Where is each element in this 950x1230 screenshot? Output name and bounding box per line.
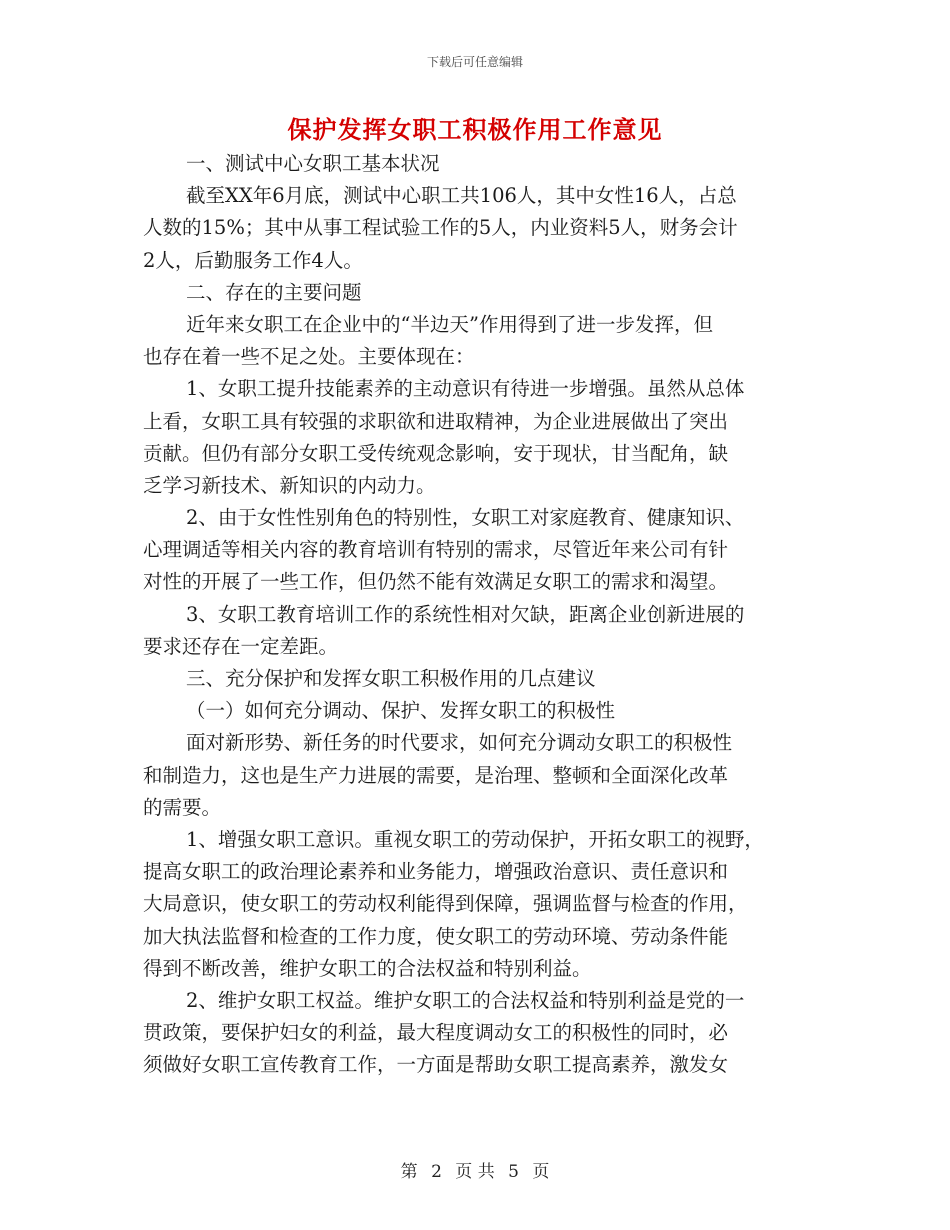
body-text-line: 贡献。但仍有部分女职工受传统观念影响，安于现状，甘当配角，缺 xyxy=(143,441,729,465)
body-text-line: 加大执法监督和检查的工作力度，使女职工的劳动环境、劳动条件能 xyxy=(143,924,729,948)
body-text-line: 截至XX年6月底，测试中心职工共106人，其中女性16人，占总 xyxy=(186,184,737,208)
body-text-line: 2、由于女性性别角色的特别性，女职工对家庭教育、健康知识、 xyxy=(186,506,745,530)
body-text-line: 1、增强女职工意识。重视女职工的劳动保护，开拓女职工的视野， xyxy=(186,827,764,851)
header-note: 下载后可任意编辑 xyxy=(426,55,523,69)
body-text-line: 二、存在的主要问题 xyxy=(186,280,362,304)
body-text-line: 1、女职工提升技能素养的主动意识有待进一步增强。虽然从总体 xyxy=(186,377,745,401)
document-title: 保护发挥女职工积极作用工作意见 xyxy=(287,115,663,144)
total-page-number: 5 xyxy=(508,1162,519,1182)
body-text-line: 人数的15%；其中从事工程试验工作的5人，内业资料5人，财务会计 xyxy=(143,216,738,240)
footer-prefix: 第 xyxy=(400,1162,418,1182)
body-text-line: 得到不断改善，维护女职工的合法权益和特别利益。 xyxy=(143,956,592,980)
body-text-line: 贯政策，要保护妇女的利益，最大程度调动女工的积极性的同时，必 xyxy=(143,1021,729,1045)
body-text-line: 的需要。 xyxy=(143,795,222,819)
body-text-line: 须做好女职工宣传教育工作，一方面是帮助女职工提高素养，激发女 xyxy=(143,1053,729,1077)
body-text-line: 一、测试中心女职工基本状况 xyxy=(186,152,440,175)
footer-suffix: 页 xyxy=(532,1162,550,1182)
body-text-line: 乏学习新技术、新知识的内动力。 xyxy=(143,473,436,497)
body-text-line: 提高女职工的政治理论素养和业务能力，增强政治意识、责任意识和 xyxy=(143,860,729,884)
body-text-line: 2人，后勤服务工作4人。 xyxy=(143,248,363,272)
body-text-line: 对性的开展了一些工作，但仍然不能有效满足女职工的需求和渴望。 xyxy=(143,570,729,594)
body-text-line: 也存在着一些不足之处。主要体现在： xyxy=(143,345,475,369)
body-text-line: 大局意识，使女职工的劳动权利能得到保障，强调监督与检查的作用， xyxy=(143,892,748,916)
body-text-line: 三、充分保护和发挥女职工积极作用的几点建议 xyxy=(186,667,596,690)
body-text-line: 2、维护女职工权益。维护女职工的合法权益和特别利益是党的一 xyxy=(186,988,745,1012)
body-text-line: 心理调适等相关内容的教育培训有特别的需求，尽管近年来公司有针 xyxy=(143,538,729,562)
body-text-line: 和制造力，这也是生产力进展的需要，是治理、整顿和全面深化改革 xyxy=(143,763,729,787)
body-text-line: 面对新形势、新任务的时代要求，如何充分调动女职工的积极性 xyxy=(186,731,733,755)
page-footer xyxy=(0,1157,950,1182)
body-text-line: 要求还存在一定差距。 xyxy=(143,634,339,658)
document-body xyxy=(143,148,807,1081)
body-text-line: 3、女职工教育培训工作的系统性相对欠缺，距离企业创新进展的 xyxy=(186,602,745,626)
body-text-line: （一）如何充分调动、保护、发挥女职工的积极性 xyxy=(186,699,616,723)
body-text-line: 近年来女职工在企业中的“半边天”作用得到了进一步发挥，但 xyxy=(186,312,713,336)
current-page-number: 2 xyxy=(431,1162,442,1182)
body-text-line: 上看，女职工具有较强的求职欲和进取精神，为企业进展做出了突出 xyxy=(143,409,729,433)
footer-middle: 页 共 xyxy=(455,1162,495,1182)
